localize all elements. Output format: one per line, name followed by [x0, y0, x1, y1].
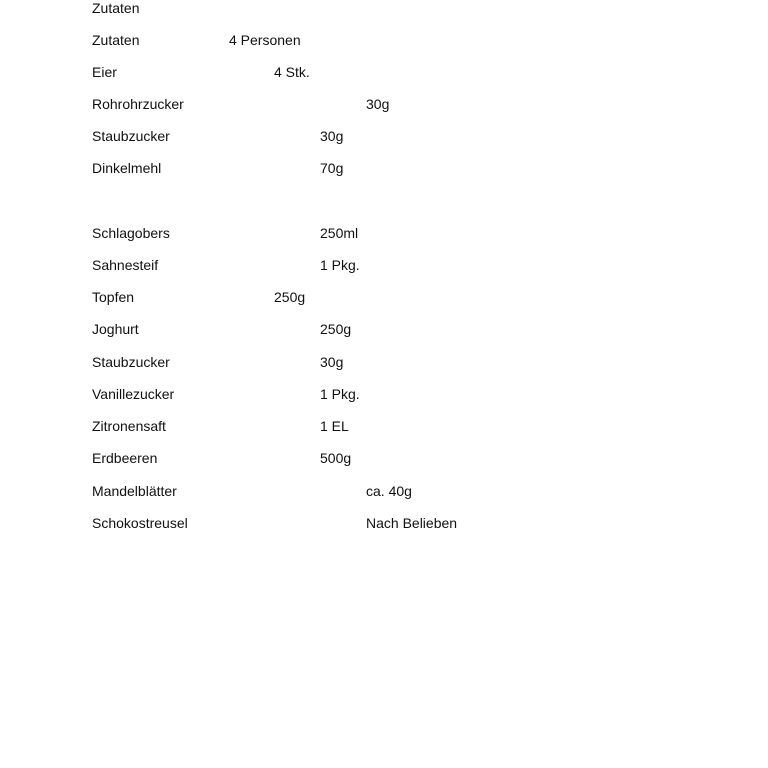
- ingredient-name: Eier: [92, 64, 117, 80]
- servings-value: 4 Personen: [229, 32, 301, 48]
- ingredient-name: Erdbeeren: [92, 450, 158, 466]
- ingredient-name: Topfen: [92, 289, 135, 305]
- ingredient-amount: 4 Stk.: [274, 64, 310, 80]
- ingredient-amount: 30g: [366, 96, 390, 112]
- ingredient-name: Sahnesteif: [92, 257, 159, 273]
- ingredient-name: Zitronensaft: [92, 418, 166, 434]
- ingredient-amount: 250ml: [320, 225, 359, 241]
- ingredient-name: Mandelblätter: [92, 483, 177, 499]
- header-label: Zutaten: [92, 32, 140, 48]
- ingredient-name: Dinkelmehl: [92, 160, 162, 176]
- ingredient-amount: 1 EL: [320, 418, 349, 434]
- ingredient-name: Schlagobers: [92, 225, 170, 241]
- ingredient-amount: 250g: [274, 289, 306, 305]
- ingredient-amount: 250g: [320, 321, 352, 337]
- ingredient-name: Rohrohrzucker: [92, 96, 184, 112]
- ingredient-amount: 70g: [320, 160, 344, 176]
- ingredient-name: Vanillezucker: [92, 386, 175, 402]
- ingredient-name: Staubzucker: [92, 354, 170, 370]
- ingredient-amount: 1 Pkg.: [320, 257, 360, 273]
- ingredient-name: Schokostreusel: [92, 515, 188, 531]
- ingredient-amount: 30g: [320, 354, 344, 370]
- ingredient-amount: 1 Pkg.: [320, 386, 360, 402]
- ingredient-name: Staubzucker: [92, 128, 170, 144]
- ingredient-name: Joghurt: [92, 321, 139, 337]
- section-title: Zutaten: [92, 0, 140, 16]
- ingredient-amount: ca. 40g: [366, 483, 412, 499]
- ingredient-amount: 30g: [320, 128, 344, 144]
- ingredient-amount: 500g: [320, 450, 352, 466]
- ingredient-amount: Nach Belieben: [366, 515, 458, 531]
